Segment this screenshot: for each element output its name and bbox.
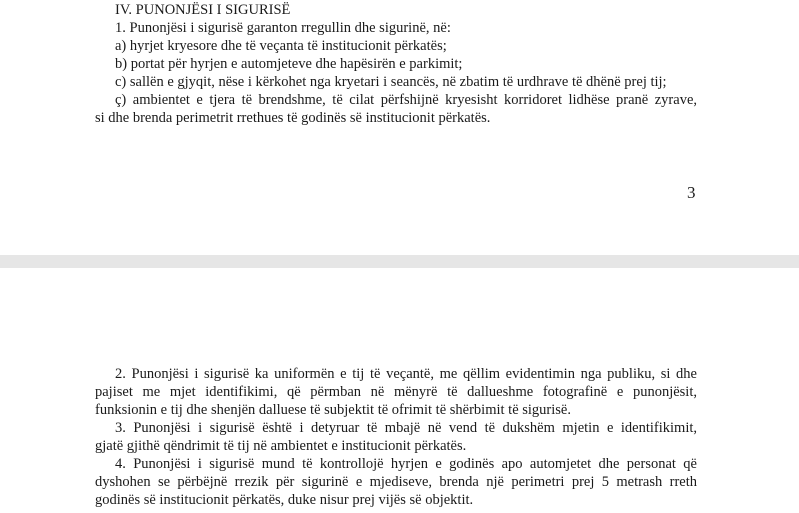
list-item-a: a) hyrjet kryesore dhe të veçanta të institucionit përkatës; — [115, 38, 447, 54]
document-page-bottom — [0, 268, 799, 513]
paragraph-3-line-2: gjatë gjithë qëndrimit të tij në ambientet e institucionit përkatës. — [95, 438, 467, 454]
paragraph-2-line-3: funksionin e tij dhe shenjën dalluese të subjektit të ofrimit të shërbimit të sigurisë. — [95, 402, 571, 418]
paragraph-4-line-3: godinës së institucionit përkatës, duke nisur prej vijës së objektit. — [95, 492, 474, 508]
list-item-c-cedilla-line-2: si dhe brenda perimetrit rrethues të godinës së institucionit përkatës. — [95, 110, 491, 126]
paragraph-4-line-2: dyshohen se përbëjnë rrezik për sigurinë e mjediseve, brenda një perimetri prej 5 metrash rreth — [95, 474, 697, 490]
page-number: 3 — [687, 183, 696, 202]
paragraph-3-line-1: 3. Punonjësi i sigurisë është i detyruar të mbajë në vend të dukshëm mjetin e identifikimit, — [115, 420, 697, 436]
paragraph-4-line-1: 4. Punonjësi i sigurisë mund të kontrollojë hyrjen e godinës apo automjetet dhe personat që — [115, 456, 697, 472]
paragraph-1-intro: 1. Punonjësi i sigurisë garanton rregullin dhe sigurinë, në: — [115, 20, 451, 36]
paragraph-2-line-2: pajiset me mjet identifikimi, që përmban në mënyrë të dallueshme fotografinë e punonjësit, — [95, 384, 697, 400]
list-item-c: c) sallën e gjyqit, nëse i kërkohet nga kryetari i seancës, në zbatim të urdhrave të dhënë prej tij; — [115, 74, 667, 90]
document-page-top — [0, 0, 799, 255]
list-item-b: b) portat për hyrjen e automjeteve dhe hapësirën e parkimit; — [115, 56, 463, 72]
paragraph-2-line-1: 2. Punonjësi i sigurisë ka uniformën e tij të veçantë, me qëllim evidentimin nga publiku, si dhe — [115, 366, 697, 382]
list-item-c-cedilla-line-1: ç) ambientet e tjera të brendshme, të cilat përfshijnë kryesisht korridoret lidhëse pranë zyrave, — [115, 92, 697, 108]
section-heading: IV. PUNONJËSI I SIGURISË — [115, 2, 291, 18]
